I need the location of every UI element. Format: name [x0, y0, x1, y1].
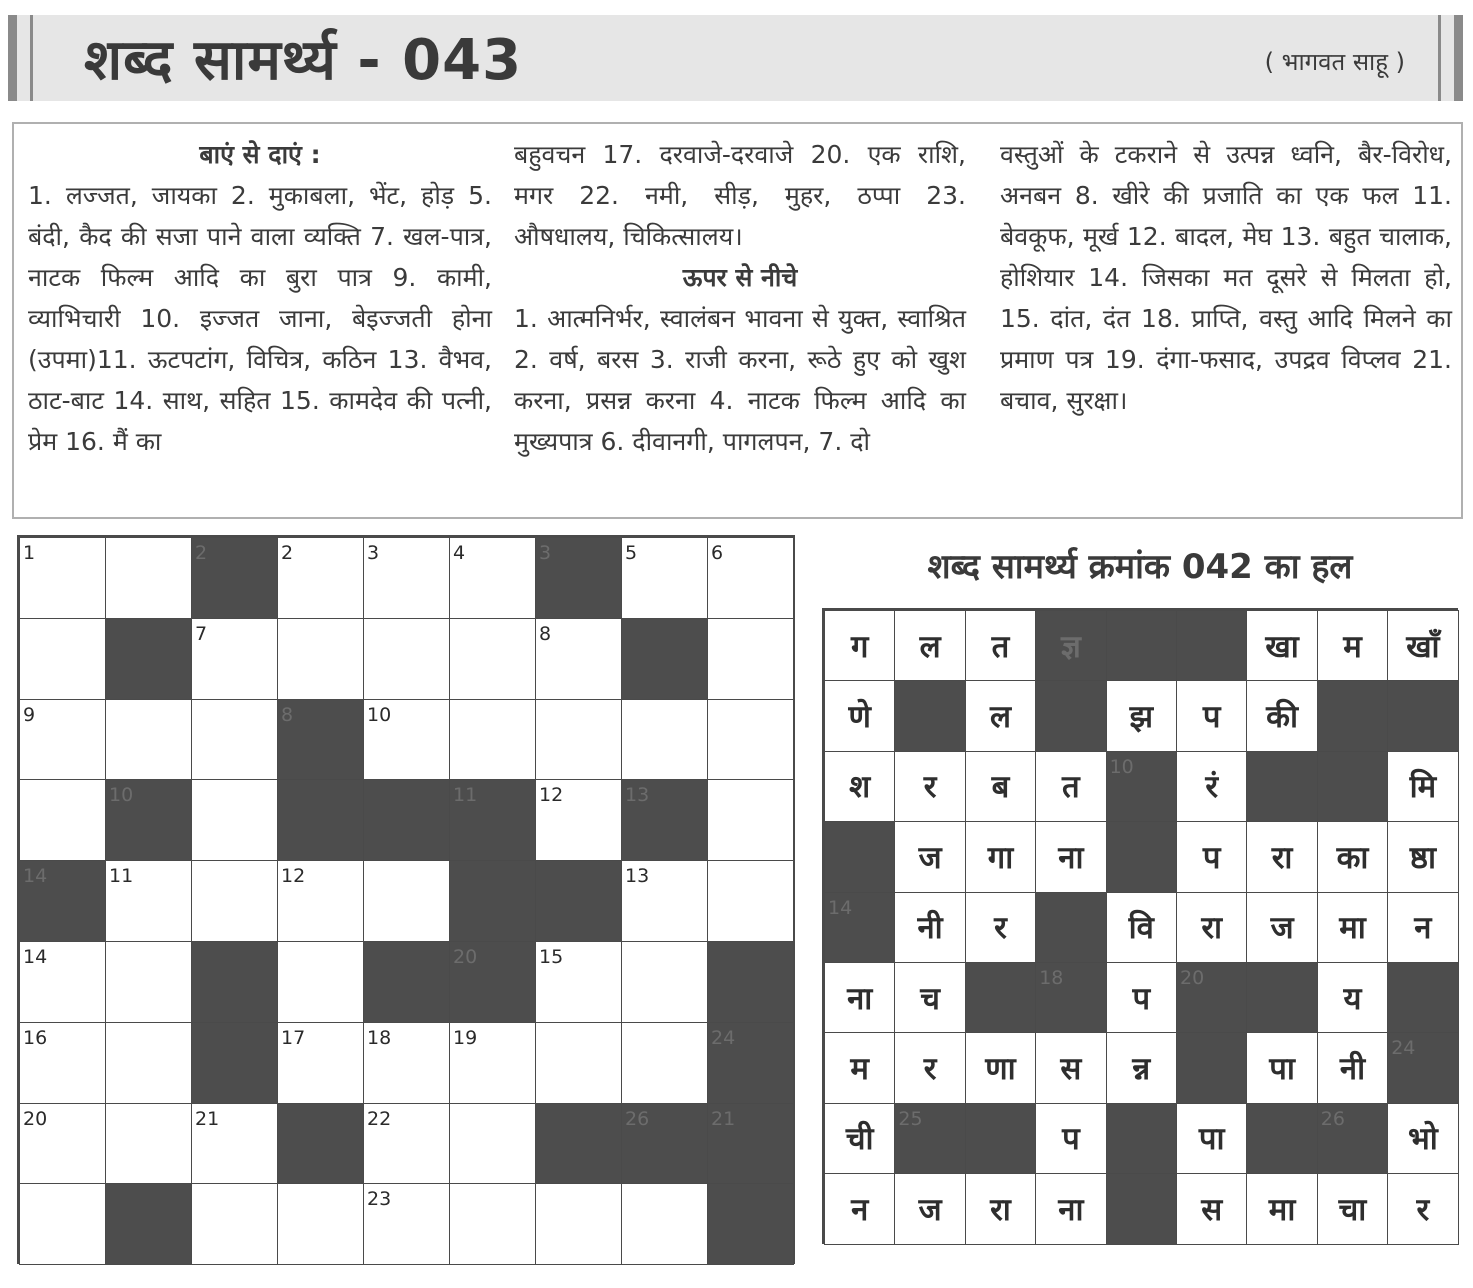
grid-cell — [965, 821, 1036, 892]
grid-cell — [894, 1032, 965, 1103]
cell-letter: णे — [848, 699, 871, 736]
grid-cell[interactable] — [191, 618, 278, 700]
cell-letter: भो — [1407, 1121, 1438, 1158]
cell-number: 25 — [898, 1107, 923, 1130]
cell-letter: ना — [1058, 839, 1084, 876]
cell-letter: न — [1414, 910, 1432, 947]
grid-cell — [1176, 892, 1247, 963]
grid-cell-blocked — [1106, 821, 1177, 892]
grid-cell-blocked — [535, 860, 622, 942]
grid-cell[interactable] — [277, 1022, 364, 1104]
cell-number: 5 — [625, 542, 638, 564]
header-edge-right — [1454, 15, 1463, 101]
grid-cell[interactable] — [105, 1022, 192, 1104]
grid-cell — [1317, 821, 1388, 892]
grid-cell-blocked — [1106, 751, 1177, 822]
grid-cell[interactable] — [707, 537, 794, 619]
grid-cell-blocked — [1246, 962, 1317, 1033]
grid-cell — [1176, 1103, 1247, 1174]
grid-cell[interactable] — [277, 1183, 364, 1265]
grid-cell — [965, 680, 1036, 751]
cell-number: 11 — [453, 784, 478, 807]
cell-letter: म — [1343, 628, 1362, 665]
grid-cell-blocked — [535, 537, 622, 619]
clues-box — [12, 122, 1463, 519]
grid-cell — [1035, 1173, 1106, 1244]
grid-cell-blocked — [1246, 751, 1317, 822]
cell-number: 21 — [711, 1107, 736, 1130]
cell-letter: य — [1343, 980, 1362, 1017]
grid-cell[interactable] — [363, 618, 450, 700]
grid-cell[interactable] — [19, 779, 106, 861]
grid-cell[interactable] — [707, 699, 794, 781]
grid-cell — [1106, 1032, 1177, 1103]
grid-cell-blocked — [449, 779, 536, 861]
grid-cell-blocked — [1387, 680, 1458, 751]
grid-cell[interactable] — [19, 1022, 106, 1104]
cell-letter: पा — [1198, 1121, 1225, 1158]
cell-letter: त — [991, 628, 1010, 665]
cell-letter: श — [849, 769, 871, 806]
grid-cell-blocked — [707, 941, 794, 1023]
cell-number: 17 — [281, 1026, 306, 1049]
grid-cell-blocked — [1317, 751, 1388, 822]
grid-cell[interactable] — [621, 537, 708, 619]
cell-letter: प — [1062, 1121, 1080, 1158]
cell-number: 24 — [1391, 1037, 1416, 1060]
grid-cell-blocked — [707, 1022, 794, 1104]
grid-cell[interactable] — [191, 699, 278, 781]
cell-letter: म — [850, 1051, 869, 1088]
header-edge-right-thin — [1438, 15, 1441, 101]
grid-cell[interactable] — [19, 618, 106, 700]
grid-cell-blocked — [1176, 610, 1247, 681]
page-title: शब्द सामर्थ्य - 043 — [84, 28, 523, 93]
grid-cell[interactable] — [535, 1183, 622, 1265]
grid-cell — [965, 751, 1036, 822]
cell-number: 14 — [828, 896, 853, 919]
grid-cell — [965, 1173, 1036, 1244]
cell-letter: ल — [989, 699, 1011, 736]
cell-letter: ज — [1270, 910, 1294, 947]
grid-cell[interactable] — [621, 860, 708, 942]
grid-cell[interactable] — [19, 1183, 106, 1265]
grid-cell[interactable] — [449, 618, 536, 700]
grid-cell — [824, 1032, 895, 1103]
grid-cell-blocked — [191, 941, 278, 1023]
across-clues-continued: बहुवचन 17. दरवाजे-दरवाजे 20. एक राशि, मगर 22. नमी, सीड़, मुहर, ठप्पा 23. औषधालय, चिकित्सालय। — [514, 140, 966, 251]
cell-number: 18 — [367, 1026, 392, 1049]
grid-cell[interactable] — [535, 1022, 622, 1104]
header-edge-left-thin — [30, 15, 33, 101]
grid-cell — [1317, 962, 1388, 1033]
cell-number: 12 — [281, 865, 306, 888]
grid-cell-blocked — [191, 1022, 278, 1104]
grid-cell[interactable] — [191, 779, 278, 861]
grid-cell — [1246, 610, 1317, 681]
grid-cell-blocked — [105, 779, 192, 861]
cell-letter: रा — [990, 1191, 1011, 1228]
author-name: ( भागवत साहू ) — [1264, 48, 1405, 76]
grid-cell[interactable] — [449, 537, 536, 619]
grid-cell-blocked — [707, 1183, 794, 1265]
cell-number: 26 — [1320, 1107, 1345, 1130]
grid-cell[interactable] — [535, 779, 622, 861]
grid-cell-blocked — [965, 962, 1036, 1033]
grid-cell[interactable] — [535, 941, 622, 1023]
cell-number: 10 — [367, 703, 392, 726]
grid-cell — [965, 892, 1036, 963]
cell-number: 8 — [539, 622, 552, 645]
grid-cell-blocked — [105, 1183, 192, 1265]
grid-cell — [1106, 680, 1177, 751]
cell-letter: ज — [918, 839, 942, 876]
cell-letter: रा — [1201, 910, 1223, 947]
grid-cell-blocked — [277, 699, 364, 781]
cell-letter: च — [920, 980, 940, 1017]
grid-cell[interactable] — [449, 1022, 536, 1104]
cell-number: 14 — [23, 946, 48, 968]
cell-number: 13 — [625, 865, 650, 888]
cell-letter: ज — [918, 1191, 942, 1228]
grid-cell — [894, 962, 965, 1033]
grid-cell-blocked — [535, 1103, 622, 1185]
grid-cell[interactable] — [105, 699, 192, 781]
grid-cell — [1387, 1173, 1458, 1244]
cell-number: 8 — [281, 703, 294, 726]
grid-cell — [1246, 892, 1317, 963]
grid-cell[interactable] — [19, 1103, 106, 1185]
cell-number: 7 — [195, 622, 208, 645]
cell-number: 15 — [539, 946, 564, 968]
grid-cell — [1317, 892, 1388, 963]
cell-letter: का — [1336, 839, 1369, 876]
down-clues-continued: वस्तुओं के टकराने से उत्पन्न ध्वनि, बैर-विरोध, अनबन 8. खीरे की प्रजाति का एक फल 11. बेवकूफ, मूर्ख 12. बादल, मेघ 13. बहुत चालाक, होशियार 14. जिसका मत दूसरे से मिलता हो, 15. दांत, दंत 18. प्राप्ति, वस्तु आदि मिलने का प्रमाण पत्र 19. दंगा-फसाद, उपद्रव विप्लव 21. बचाव, सुरक्षा। — [1000, 140, 1452, 415]
cell-letter: रं — [1205, 769, 1219, 806]
grid-cell[interactable] — [621, 1183, 708, 1265]
cell-letter: णा — [985, 1051, 1016, 1088]
grid-cell — [894, 892, 965, 963]
grid-cell[interactable] — [535, 699, 622, 781]
grid-cell-blocked — [1106, 1103, 1177, 1174]
cell-number: 12 — [539, 784, 564, 807]
cell-letter: मा — [1268, 1191, 1296, 1228]
cell-letter: रा — [1271, 839, 1293, 876]
grid-cell[interactable] — [105, 1103, 192, 1185]
grid-cell[interactable] — [621, 941, 708, 1023]
cell-letter: ना — [1058, 1191, 1084, 1228]
grid-cell — [824, 1103, 895, 1174]
grid-cell — [1035, 1103, 1106, 1174]
cell-letter: ची — [845, 1121, 874, 1158]
clues-column-2 — [514, 134, 966, 462]
grid-cell-blocked — [449, 860, 536, 942]
grid-cell-blocked — [824, 892, 895, 963]
grid-cell[interactable] — [707, 860, 794, 942]
grid-cell — [1246, 1032, 1317, 1103]
grid-cell — [1035, 751, 1106, 822]
cell-letter: र — [923, 1051, 937, 1088]
grid-cell — [1246, 680, 1317, 751]
cell-letter: मि — [1409, 769, 1437, 806]
cell-number: 6 — [711, 542, 724, 564]
grid-cell-blocked — [1035, 680, 1106, 751]
cell-number: 11 — [109, 865, 134, 888]
grid-cell[interactable] — [105, 860, 192, 942]
grid-cell[interactable] — [19, 941, 106, 1023]
cell-number: 21 — [195, 1107, 220, 1130]
cell-number: 20 — [1180, 967, 1205, 989]
grid-cell — [894, 821, 965, 892]
cell-number: 19 — [453, 1026, 478, 1049]
cell-letter: वि — [1128, 910, 1154, 947]
cell-number: 2 — [281, 542, 294, 564]
grid-cell — [824, 962, 895, 1033]
cell-letter: नी — [917, 910, 943, 947]
grid-cell — [894, 751, 965, 822]
grid-cell[interactable] — [449, 1183, 536, 1265]
grid-cell[interactable] — [363, 699, 450, 781]
grid-cell[interactable] — [191, 1183, 278, 1265]
grid-cell[interactable] — [363, 1183, 450, 1265]
grid-cell[interactable] — [621, 1022, 708, 1104]
grid-cell — [1317, 1032, 1388, 1103]
grid-cell-blocked — [1387, 962, 1458, 1033]
grid-cell[interactable] — [19, 537, 106, 619]
cell-letter: ष्ठा — [1409, 839, 1437, 876]
grid-cell — [894, 610, 965, 681]
grid-cell[interactable] — [19, 699, 106, 781]
grid-cell[interactable] — [277, 860, 364, 942]
across-clues-text: 1. लज्जत, जायका 2. मुकाबला, भेंट, होड़ 5. बंदी, कैद की सजा पाने वाला व्यक्ति 7. खल-पात्र, नाटक फिल्म आदि का बुरा पात्र 9. कामी, व्याभिचारी 10. इज्जत जाना, बेइज्जती होना (उपमा)11. ऊटपटांग, विचित्र, कठिन 13. वैभव, ठाट-बाट 14. साथ, सहित 15. कामदेव की पत्नी, प्रेम 16. मैं का — [28, 181, 492, 456]
cell-number: 16 — [23, 1026, 48, 1049]
grid-cell — [824, 1173, 895, 1244]
cell-letter: प — [1202, 699, 1221, 736]
grid-cell-blocked — [621, 618, 708, 700]
grid-cell[interactable] — [277, 537, 364, 619]
cell-number: 1 — [23, 542, 36, 564]
grid-cell-blocked — [1387, 1032, 1458, 1103]
cell-number: 20 — [453, 946, 478, 968]
cell-letter: स — [1060, 1051, 1082, 1088]
grid-cell[interactable] — [277, 618, 364, 700]
grid-cell — [1035, 1032, 1106, 1103]
down-clues-text: 1. आत्मनिर्भर, स्वालंबन भावना से युक्त, स्वाश्रित 2. वर्ष, बरस 3. राजी करना, रूठे हुए को खुश करना, प्रसन्न करना 4. नाटक फिल्म आदि का मुख्यपात्र 6. दीवानगी, पागलपन, 7. दो — [514, 304, 966, 456]
header-bar — [8, 15, 1463, 101]
grid-cell-blocked — [965, 1103, 1036, 1174]
across-heading: बाएं से दाएं : — [199, 140, 321, 169]
grid-cell[interactable] — [363, 537, 450, 619]
grid-cell — [1246, 1173, 1317, 1244]
grid-cell[interactable] — [449, 699, 536, 781]
grid-cell-blocked — [105, 618, 192, 700]
cell-number: 9 — [23, 703, 36, 726]
grid-cell[interactable] — [449, 1103, 536, 1185]
solution-title: शब्द सामर्थ्य क्रमांक 042 का हल — [927, 547, 1353, 587]
grid-cell-blocked — [19, 860, 106, 942]
cell-letter: स — [1201, 1191, 1223, 1228]
cell-letter: खाँ — [1406, 628, 1440, 665]
grid-cell-blocked — [894, 1103, 965, 1174]
grid-cell — [1317, 1173, 1388, 1244]
grid-cell-blocked — [363, 941, 450, 1023]
cell-number: 26 — [625, 1107, 650, 1130]
cell-letter: खा — [1265, 628, 1299, 665]
header-edge-left — [8, 15, 17, 101]
grid-cell-blocked — [1035, 892, 1106, 963]
grid-cell-blocked — [621, 779, 708, 861]
grid-cell-blocked — [1035, 962, 1106, 1033]
grid-cell[interactable] — [363, 860, 450, 942]
grid-cell-blocked — [1317, 1103, 1388, 1174]
cell-letter: न — [851, 1191, 869, 1228]
grid-cell-blocked — [191, 537, 278, 619]
cell-number: 18 — [1039, 967, 1064, 989]
grid-cell[interactable] — [191, 860, 278, 942]
cell-number: 23 — [367, 1188, 392, 1211]
cell-letter: प — [1202, 839, 1221, 876]
grid-cell-blocked — [449, 941, 536, 1023]
grid-cell-blocked — [824, 821, 895, 892]
grid-cell — [965, 610, 1036, 681]
down-heading: ऊपर से नीचे — [682, 263, 798, 292]
grid-cell-blocked — [1246, 1103, 1317, 1174]
grid-cell-blocked — [1035, 610, 1106, 681]
grid-cell — [1176, 821, 1247, 892]
cell-letter: गा — [987, 839, 1014, 876]
grid-cell — [1106, 892, 1177, 963]
grid-cell[interactable] — [707, 779, 794, 861]
cell-letter: ल — [919, 628, 941, 665]
grid-cell-blocked — [1176, 1032, 1247, 1103]
cell-number: 3 — [367, 542, 380, 564]
grid-cell — [824, 610, 895, 681]
crossword-puzzle-grid — [17, 535, 795, 1264]
cell-letter: पा — [1269, 1051, 1295, 1088]
grid-cell-blocked — [621, 1103, 708, 1185]
grid-cell — [1035, 821, 1106, 892]
cell-letter: ना — [847, 980, 873, 1017]
cell-number: 10 — [109, 784, 134, 807]
cell-letter: चा — [1338, 1191, 1367, 1228]
cell-letter: र — [994, 910, 1007, 947]
grid-cell — [1387, 892, 1458, 963]
cell-letter: की — [1266, 699, 1298, 736]
grid-cell — [1246, 821, 1317, 892]
clues-column-1 — [28, 134, 492, 462]
cell-number: 3 — [539, 542, 552, 564]
clues-column-3 — [1000, 134, 1452, 421]
cell-letter: ज्ञ — [1060, 628, 1081, 665]
grid-cell — [1387, 1103, 1458, 1174]
grid-cell — [965, 1032, 1036, 1103]
grid-cell-blocked — [363, 779, 450, 861]
cell-letter: र — [1416, 1191, 1430, 1228]
grid-cell[interactable] — [277, 941, 364, 1023]
grid-cell-blocked — [707, 1103, 794, 1185]
grid-cell[interactable] — [105, 537, 192, 619]
cell-number: 13 — [625, 784, 650, 807]
grid-cell[interactable] — [191, 1103, 278, 1185]
cell-letter: नी — [1339, 1051, 1366, 1088]
grid-cell — [824, 680, 895, 751]
cell-number: 4 — [453, 542, 466, 564]
grid-cell-blocked — [1317, 680, 1388, 751]
grid-cell — [1387, 821, 1458, 892]
cell-letter: प — [1132, 980, 1151, 1017]
grid-cell — [1317, 610, 1388, 681]
grid-cell[interactable] — [363, 1103, 450, 1185]
grid-cell — [1176, 680, 1247, 751]
cell-letter: मा — [1339, 910, 1366, 947]
cell-number: 14 — [23, 865, 48, 888]
grid-cell[interactable] — [621, 699, 708, 781]
grid-cell — [894, 1173, 965, 1244]
previous-solution-grid — [822, 608, 1458, 1244]
grid-cell-blocked — [1106, 610, 1177, 681]
cell-number: 22 — [367, 1107, 392, 1130]
cell-letter: र — [923, 769, 937, 806]
grid-cell[interactable] — [707, 618, 794, 700]
grid-cell — [824, 751, 895, 822]
grid-cell[interactable] — [363, 1022, 450, 1104]
cell-letter: ब — [991, 769, 1010, 806]
grid-cell — [1176, 751, 1247, 822]
grid-cell[interactable] — [105, 941, 192, 1023]
cell-number: 20 — [23, 1107, 48, 1130]
cell-letter: झ — [1129, 699, 1153, 736]
grid-cell-blocked — [1176, 962, 1247, 1033]
cell-letter: न्न — [1132, 1051, 1151, 1088]
cell-letter: त — [1062, 769, 1080, 806]
grid-cell — [1387, 751, 1458, 822]
grid-cell — [1387, 610, 1458, 681]
grid-cell — [1176, 1173, 1247, 1244]
cell-number: 2 — [195, 542, 208, 564]
grid-cell-blocked — [894, 680, 965, 751]
grid-cell-blocked — [1106, 1173, 1177, 1244]
cell-number: 10 — [1109, 755, 1134, 778]
cell-letter: ग — [850, 628, 869, 665]
grid-cell-blocked — [277, 1103, 364, 1185]
grid-cell[interactable] — [535, 618, 622, 700]
cell-number: 24 — [711, 1026, 736, 1049]
grid-cell-blocked — [277, 779, 364, 861]
grid-cell — [1106, 962, 1177, 1033]
